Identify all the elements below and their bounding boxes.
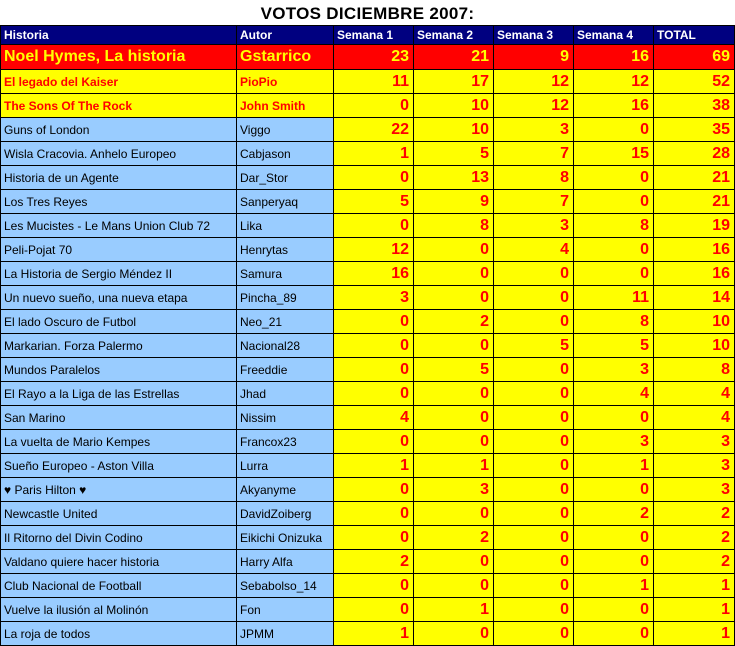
semana-4-votes: 1: [574, 454, 654, 478]
semana-2-votes: 0: [414, 334, 494, 358]
author-name: Lika: [237, 214, 334, 238]
author-name: Akyanyme: [237, 478, 334, 502]
header-historia: Historia: [1, 26, 237, 45]
story-name: Peli-Pojat 70: [1, 238, 237, 262]
author-name: Eikichi Onizuka: [237, 526, 334, 550]
semana-2-votes: 21: [414, 45, 494, 70]
story-name: Les Mucistes - Le Mans Union Club 72: [1, 214, 237, 238]
semana-2-votes: 0: [414, 262, 494, 286]
table-row: [1, 478, 735, 502]
table-row: [1, 166, 735, 190]
story-name: Vuelve la ilusión al Molinón: [1, 598, 237, 622]
header-autor: Autor: [237, 26, 334, 45]
table-row: [1, 286, 735, 310]
author-name: Nissim: [237, 406, 334, 430]
semana-3-votes: 0: [494, 454, 574, 478]
semana-1-votes: 0: [334, 214, 414, 238]
story-name: Il Ritorno del Divin Codino: [1, 526, 237, 550]
semana-4-votes: 1: [574, 574, 654, 598]
author-name: Pincha_89: [237, 286, 334, 310]
semana-1-votes: 0: [334, 598, 414, 622]
story-name: Un nuevo sueño, una nueva etapa: [1, 286, 237, 310]
total-votes: 1: [654, 598, 735, 622]
semana-4-votes: 0: [574, 622, 654, 646]
author-name: Henrytas: [237, 238, 334, 262]
semana-1-votes: 22: [334, 118, 414, 142]
table-row: [1, 94, 735, 118]
total-votes: 10: [654, 334, 735, 358]
semana-3-votes: 0: [494, 622, 574, 646]
semana-2-votes: 0: [414, 286, 494, 310]
semana-4-votes: 0: [574, 526, 654, 550]
semana-4-votes: 0: [574, 262, 654, 286]
semana-3-votes: 8: [494, 166, 574, 190]
total-votes: 2: [654, 550, 735, 574]
header-semana-1: Semana 1: [334, 26, 414, 45]
semana-2-votes: 2: [414, 526, 494, 550]
semana-3-votes: 3: [494, 214, 574, 238]
author-name: JPMM: [237, 622, 334, 646]
total-votes: 10: [654, 310, 735, 334]
author-name: Freeddie: [237, 358, 334, 382]
total-votes: 1: [654, 622, 735, 646]
total-votes: 35: [654, 118, 735, 142]
header-semana-2: Semana 2: [414, 26, 494, 45]
author-name: John Smith: [237, 94, 334, 118]
votes-table: [0, 25, 735, 646]
semana-2-votes: 17: [414, 70, 494, 94]
total-votes: 4: [654, 382, 735, 406]
total-votes: 69: [654, 45, 735, 70]
table-body: [1, 45, 735, 646]
table-row: [1, 454, 735, 478]
table-row: [1, 598, 735, 622]
semana-4-votes: 8: [574, 214, 654, 238]
total-votes: 38: [654, 94, 735, 118]
semana-4-votes: 8: [574, 310, 654, 334]
author-name: Sanperyaq: [237, 190, 334, 214]
semana-1-votes: 1: [334, 622, 414, 646]
semana-2-votes: 0: [414, 382, 494, 406]
semana-3-votes: 0: [494, 574, 574, 598]
semana-3-votes: 0: [494, 430, 574, 454]
total-votes: 3: [654, 478, 735, 502]
total-votes: 3: [654, 430, 735, 454]
story-name: Mundos Paralelos: [1, 358, 237, 382]
header-total: TOTAL: [654, 26, 735, 45]
semana-2-votes: 5: [414, 142, 494, 166]
total-votes: 1: [654, 574, 735, 598]
total-votes: 8: [654, 358, 735, 382]
story-name: La Historia de Sergio Méndez II: [1, 262, 237, 286]
story-name: Markarian. Forza Palermo: [1, 334, 237, 358]
table-row: [1, 574, 735, 598]
semana-2-votes: 1: [414, 454, 494, 478]
semana-2-votes: 0: [414, 574, 494, 598]
semana-1-votes: 0: [334, 502, 414, 526]
author-name: DavidZoiberg: [237, 502, 334, 526]
table-row: [1, 190, 735, 214]
semana-1-votes: 0: [334, 478, 414, 502]
semana-4-votes: 0: [574, 598, 654, 622]
semana-3-votes: 0: [494, 598, 574, 622]
story-name: El lado Oscuro de Futbol: [1, 310, 237, 334]
semana-3-votes: 0: [494, 382, 574, 406]
total-votes: 21: [654, 166, 735, 190]
total-votes: 2: [654, 526, 735, 550]
semana-3-votes: 12: [494, 70, 574, 94]
table-row: [1, 382, 735, 406]
total-votes: 21: [654, 190, 735, 214]
semana-4-votes: 16: [574, 94, 654, 118]
semana-4-votes: 0: [574, 238, 654, 262]
table-row: [1, 406, 735, 430]
table-row: [1, 622, 735, 646]
table-row: [1, 238, 735, 262]
semana-1-votes: 0: [334, 358, 414, 382]
table-row: [1, 358, 735, 382]
semana-1-votes: 0: [334, 382, 414, 406]
semana-2-votes: 3: [414, 478, 494, 502]
semana-3-votes: 0: [494, 550, 574, 574]
semana-3-votes: 0: [494, 526, 574, 550]
semana-1-votes: 23: [334, 45, 414, 70]
semana-3-votes: 0: [494, 478, 574, 502]
semana-1-votes: 0: [334, 310, 414, 334]
semana-4-votes: 0: [574, 166, 654, 190]
semana-1-votes: 0: [334, 94, 414, 118]
semana-2-votes: 5: [414, 358, 494, 382]
total-votes: 2: [654, 502, 735, 526]
story-name: El legado del Kaiser: [1, 70, 237, 94]
story-name: La vuelta de Mario Kempes: [1, 430, 237, 454]
story-name: Valdano quiere hacer historia: [1, 550, 237, 574]
story-name: Los Tres Reyes: [1, 190, 237, 214]
semana-3-votes: 7: [494, 190, 574, 214]
author-name: Viggo: [237, 118, 334, 142]
semana-2-votes: 10: [414, 118, 494, 142]
semana-4-votes: 0: [574, 478, 654, 502]
semana-1-votes: 2: [334, 550, 414, 574]
semana-1-votes: 0: [334, 574, 414, 598]
semana-4-votes: 11: [574, 286, 654, 310]
semana-4-votes: 4: [574, 382, 654, 406]
table-row: [1, 334, 735, 358]
total-votes: 28: [654, 142, 735, 166]
semana-1-votes: 11: [334, 70, 414, 94]
author-name: Nacional28: [237, 334, 334, 358]
semana-1-votes: 5: [334, 190, 414, 214]
semana-3-votes: 7: [494, 142, 574, 166]
author-name: Cabjason: [237, 142, 334, 166]
semana-4-votes: 0: [574, 406, 654, 430]
header-row: [1, 26, 735, 45]
table-row: [1, 45, 735, 70]
semana-2-votes: 0: [414, 622, 494, 646]
story-name: The Sons Of The Rock: [1, 94, 237, 118]
semana-3-votes: 12: [494, 94, 574, 118]
semana-1-votes: 0: [334, 334, 414, 358]
header-semana-3: Semana 3: [494, 26, 574, 45]
story-name: ♥ Paris Hilton ♥: [1, 478, 237, 502]
semana-4-votes: 5: [574, 334, 654, 358]
semana-2-votes: 13: [414, 166, 494, 190]
author-name: Harry Alfa: [237, 550, 334, 574]
total-votes: 4: [654, 406, 735, 430]
table-row: [1, 118, 735, 142]
table-row: [1, 526, 735, 550]
semana-3-votes: 9: [494, 45, 574, 70]
semana-1-votes: 4: [334, 406, 414, 430]
semana-3-votes: 0: [494, 262, 574, 286]
semana-2-votes: 0: [414, 550, 494, 574]
semana-4-votes: 2: [574, 502, 654, 526]
semana-2-votes: 0: [414, 238, 494, 262]
semana-4-votes: 0: [574, 190, 654, 214]
total-votes: 14: [654, 286, 735, 310]
semana-3-votes: 0: [494, 310, 574, 334]
semana-2-votes: 0: [414, 430, 494, 454]
story-name: Club Nacional de Football: [1, 574, 237, 598]
header-semana-4: Semana 4: [574, 26, 654, 45]
table-row: [1, 262, 735, 286]
semana-1-votes: 1: [334, 142, 414, 166]
total-votes: 16: [654, 262, 735, 286]
story-name: Noel Hymes, La historia: [1, 45, 237, 70]
semana-4-votes: 12: [574, 70, 654, 94]
semana-1-votes: 3: [334, 286, 414, 310]
total-votes: 3: [654, 454, 735, 478]
semana-2-votes: 1: [414, 598, 494, 622]
semana-3-votes: 4: [494, 238, 574, 262]
table-row: [1, 214, 735, 238]
total-votes: 19: [654, 214, 735, 238]
semana-2-votes: 8: [414, 214, 494, 238]
story-name: Guns of London: [1, 118, 237, 142]
semana-4-votes: 3: [574, 430, 654, 454]
table-row: [1, 310, 735, 334]
table-row: [1, 142, 735, 166]
table-row: [1, 70, 735, 94]
semana-1-votes: 0: [334, 430, 414, 454]
semana-1-votes: 0: [334, 166, 414, 190]
semana-2-votes: 0: [414, 406, 494, 430]
semana-2-votes: 0: [414, 502, 494, 526]
table-row: [1, 430, 735, 454]
table-row: [1, 502, 735, 526]
page-title: VOTOS DICIEMBRE 2007:: [260, 4, 475, 23]
total-votes: 52: [654, 70, 735, 94]
semana-2-votes: 2: [414, 310, 494, 334]
total-votes: 16: [654, 238, 735, 262]
story-name: Historia de un Agente: [1, 166, 237, 190]
author-name: Dar_Stor: [237, 166, 334, 190]
semana-2-votes: 10: [414, 94, 494, 118]
semana-3-votes: 3: [494, 118, 574, 142]
semana-4-votes: 0: [574, 118, 654, 142]
semana-2-votes: 9: [414, 190, 494, 214]
story-name: San Marino: [1, 406, 237, 430]
semana-3-votes: 5: [494, 334, 574, 358]
semana-3-votes: 0: [494, 406, 574, 430]
semana-4-votes: 15: [574, 142, 654, 166]
story-name: Sueño Europeo - Aston Villa: [1, 454, 237, 478]
author-name: Fon: [237, 598, 334, 622]
author-name: Samura: [237, 262, 334, 286]
semana-1-votes: 16: [334, 262, 414, 286]
semana-1-votes: 1: [334, 454, 414, 478]
semana-1-votes: 0: [334, 526, 414, 550]
story-name: Wisla Cracovia. Anhelo Europeo: [1, 142, 237, 166]
author-name: Jhad: [237, 382, 334, 406]
story-name: El Rayo a la Liga de las Estrellas: [1, 382, 237, 406]
author-name: Neo_21: [237, 310, 334, 334]
semana-3-votes: 0: [494, 358, 574, 382]
author-name: Sebabolso_14: [237, 574, 334, 598]
semana-4-votes: 3: [574, 358, 654, 382]
semana-4-votes: 16: [574, 45, 654, 70]
author-name: PioPio: [237, 70, 334, 94]
semana-4-votes: 0: [574, 550, 654, 574]
author-name: Lurra: [237, 454, 334, 478]
semana-1-votes: 12: [334, 238, 414, 262]
semana-3-votes: 0: [494, 502, 574, 526]
author-name: Francox23: [237, 430, 334, 454]
story-name: La roja de todos: [1, 622, 237, 646]
semana-3-votes: 0: [494, 286, 574, 310]
table-row: [1, 550, 735, 574]
story-name: Newcastle United: [1, 502, 237, 526]
author-name: Gstarrico: [237, 45, 334, 70]
